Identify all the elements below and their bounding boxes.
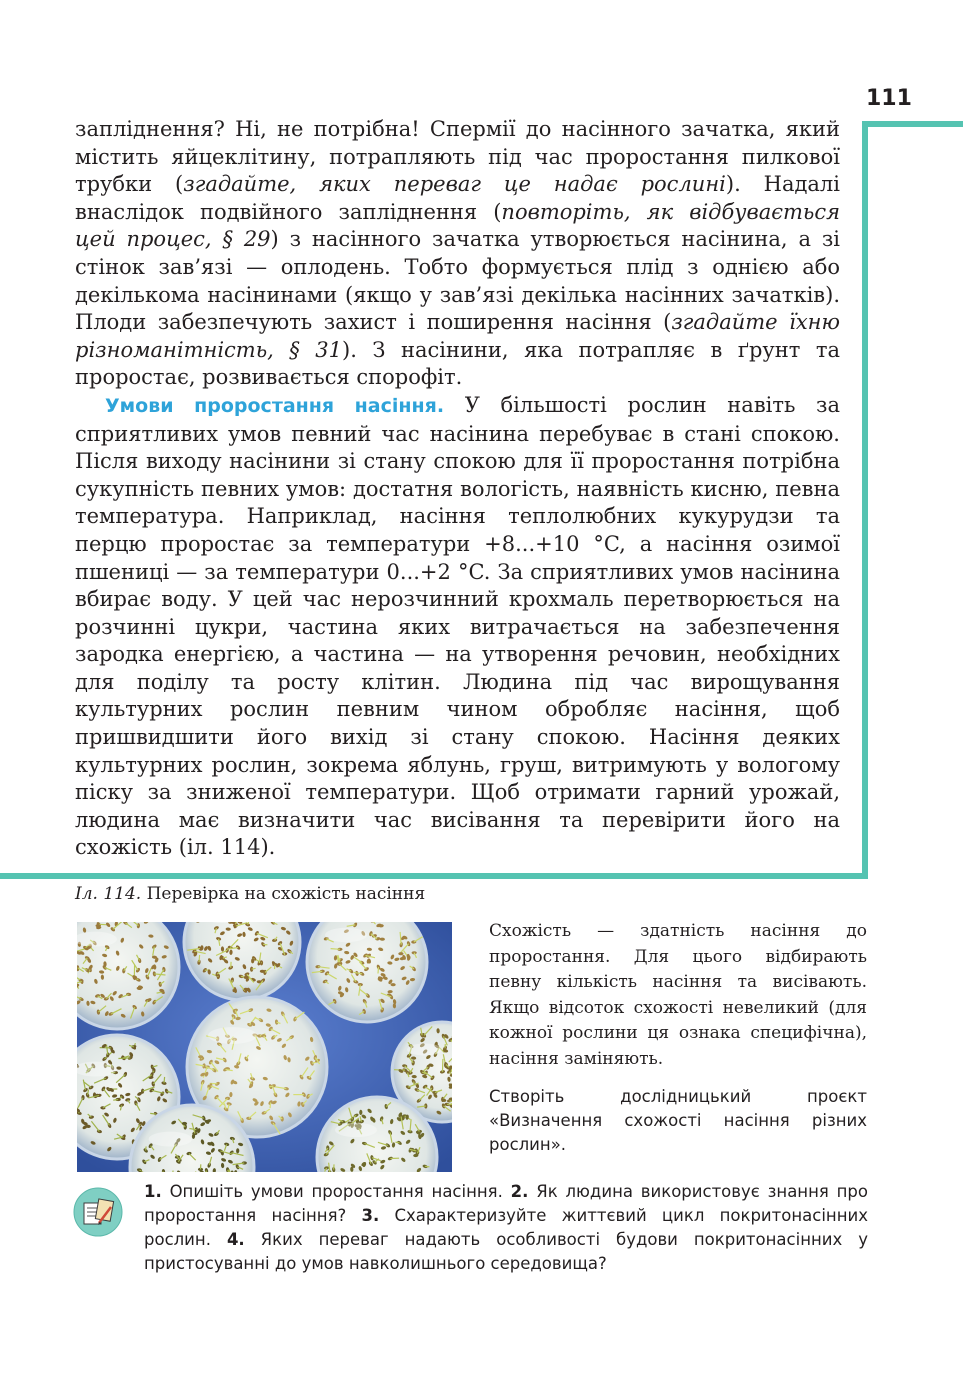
frame-top-rule [862, 121, 963, 127]
subheading-germination-conditions: Умови проростання насіння. [105, 394, 445, 417]
glass-highlight [325, 928, 367, 942]
paragraph-germination-body: У більшості рослин навіть за сприятливих умов певний час насінина перебуває в стані спокою. Після виходу насінини зі стану спокою для її проростання потрібна сукупність певних умов: достатня вологість, наявність кисню, певна температура. Наприклад, насіння теплолюбних кукурудзи та перцю проростає за температури +8...+10 °C, а насіння озимої пшениці — за температури 0...+2 °C. За сприятливих умов насінина вбирає воду. У цей час нерозчинний крохмаль перетворюється на розчинні цукри, частина яких витрачається на забезпечення зародка енергією, а частина — на утворення речовин, необхідних для поділу та росту клітин. Людина під час вирощування культурних рослин певним чином обробляє насіння, щоб пришвидшити його вихід зі стану спокою. Насіння деяких культурних рослин, зокрема яблунь, груш, витримують у вологому піску за зниженої температури. Щоб отримати гарний урожай, людина має визначити час висівання та перевірити його на схожість (іл. 114). [75, 392, 840, 860]
sprout [378, 967, 379, 973]
petri-dishes-illustration [77, 922, 452, 1172]
question-number: 3. [361, 1206, 380, 1225]
sprout [396, 1142, 400, 1143]
definition-germination-rate: Схожість — здатність насіння до проростання. Для цього відбирають певну кількість насіння та висівають. Якщо відсоток схожості невеликий (для кожної рослини ця ознака специфічна), насіння заміняють. [489, 921, 867, 1069]
sprout [150, 1113, 156, 1114]
sprout [199, 955, 200, 962]
paragraph-germination-conditions [75, 392, 840, 862]
sprout [118, 1058, 130, 1059]
frame-bottom-rule [0, 873, 868, 879]
glass-highlight [149, 1132, 192, 1147]
text-run: запліднення? Ні, не потрібна! Спермії до насінного зачатка, який містить яйцеклітину, потрапляють під час проростання пилкової трубки ( [75, 117, 840, 197]
glass-highlight [208, 1027, 257, 1044]
page-number: 111 [866, 86, 912, 111]
sprout [164, 1077, 165, 1083]
paragraph-fertilization [75, 116, 840, 392]
glass-highlight [407, 1044, 442, 1056]
question-number: 2. [510, 1182, 529, 1201]
sprout [331, 949, 340, 950]
figure-caption-label: Іл. 114. [75, 884, 142, 904]
question-text: Яких переваг надають особливості будови покритонасінних у пристосуванні до умов навколишнього середовища? [144, 1230, 869, 1273]
question-text: Як людина використовує знання про проростання насіння? [144, 1182, 868, 1225]
seed-germination-photo [77, 922, 452, 1172]
figure-caption-text: Перевірка на схожість насіння [141, 884, 426, 904]
figure-caption [75, 884, 425, 904]
question-number: 4. [226, 1230, 245, 1249]
question-text: Опишіть умови проростання насіння. [161, 1182, 511, 1201]
italic-reference: згадайте їхню різноманітність, § 31 [75, 310, 840, 362]
question-notebook-icon [73, 1187, 123, 1237]
question-number: 1. [144, 1182, 162, 1201]
review-questions [144, 1180, 868, 1276]
sprout [113, 1100, 118, 1101]
italic-reference: повторіть, як відбувається цей процес, § 29 [75, 199, 840, 252]
text-run: ) з насінного зачатка утворюється насінина, а зі стінок зав’язі — оплодень. Тобто формується плід з однією або декількома насінинами (якщо у зав’язі декілька насінних зачатків). Плоди забезпечують захист і поширення насіння ( [75, 227, 840, 335]
research-project-task: Створіть дослідницький проєкт «Визначення схожості насіння різних рослин». [489, 1087, 867, 1154]
text-run: ). Надалі внаслідок подвійного запліднення ( [75, 172, 840, 224]
frame-right-rule [862, 121, 868, 879]
main-text-block [75, 116, 840, 862]
italic-reference: згадайте, яких переваг це надає рослині [183, 172, 726, 197]
question-text: Схарактеризуйте життєвий цикл покритонасінних рослин. [144, 1206, 868, 1249]
glass-highlight [335, 1123, 377, 1137]
text-run: ). З насінини, яка потрапляє в ґрунт та проростає, розвивається спорофіт. [75, 337, 840, 390]
